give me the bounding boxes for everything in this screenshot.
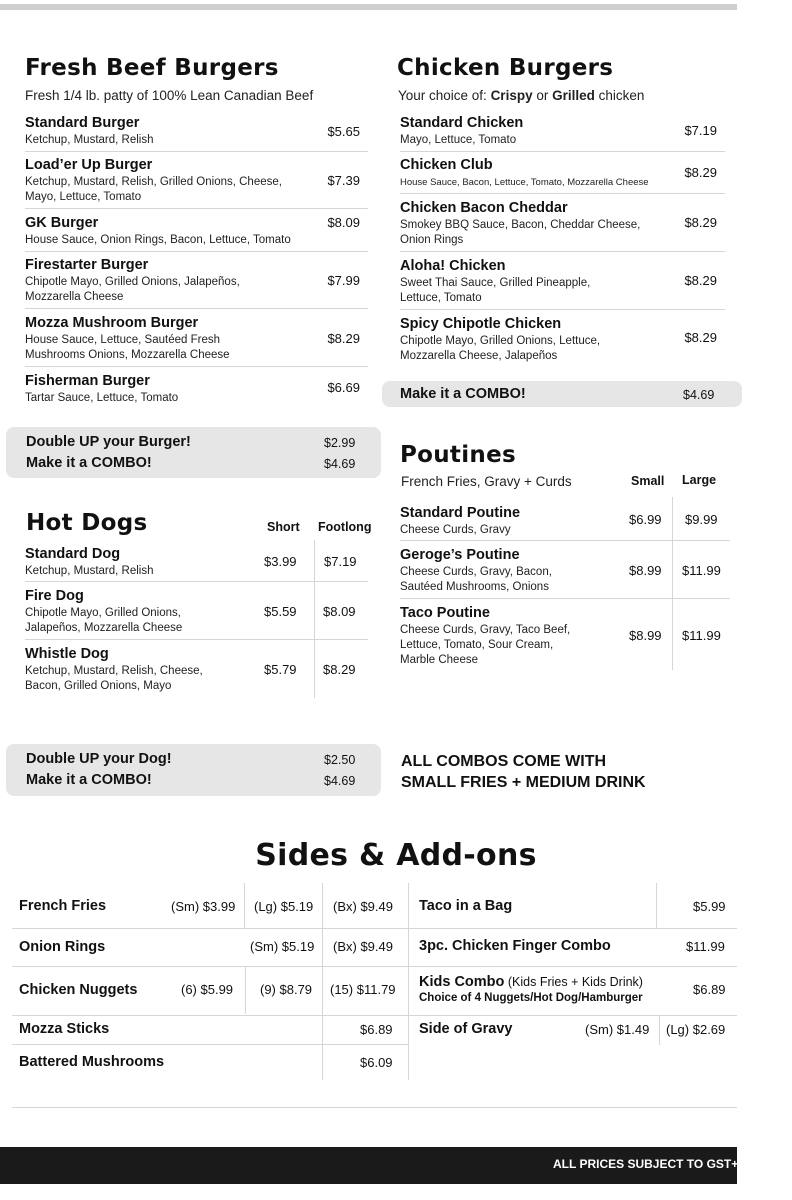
side-name: Taco in a Bag [419, 898, 513, 914]
beef-section-title: Fresh Beef Burgers [25, 55, 279, 81]
menu-item[interactable] [25, 642, 368, 697]
side-price: (Sm) $3.99 [171, 899, 236, 914]
combo-note-line1: ALL COMBOS COME WITH [401, 753, 607, 770]
side-price: $6.89 [360, 1022, 393, 1037]
double-up-burger-price: $2.99 [324, 436, 356, 450]
item-desc: Smokey BBQ Sauce, Bacon, Cheddar Cheese, Onion Rings [400, 219, 641, 246]
item-name: Standard Chicken [400, 115, 524, 131]
bottom-divider [12, 1107, 737, 1108]
item-price: $7.19 [684, 123, 717, 138]
item-price-footlong: $8.09 [323, 604, 356, 619]
item-desc: Chipotle Mayo, Grilled Onions, Jalapeños, Mozzarella Cheese [25, 276, 240, 303]
sides-section-title: Sides & Add-ons [255, 838, 537, 873]
item-price-footlong: $8.29 [323, 662, 356, 677]
item-price: $5.65 [327, 124, 360, 139]
item-name: Standard Dog [25, 546, 121, 562]
item-desc: House Sauce, Onion Rings, Bacon, Lettuce, Tomato [25, 234, 291, 246]
item-name: Geroge’s Poutine [400, 547, 520, 563]
side-row-french-fries[interactable] [12, 883, 408, 929]
poutines-section-title: Poutines [400, 442, 516, 468]
item-desc: Ketchup, Mustard, Relish [25, 134, 154, 146]
side-row-taco-in-a-bag[interactable] [409, 883, 737, 929]
item-price: $7.39 [327, 173, 360, 188]
beef-section-subtitle: Fresh 1/4 lb. patty of 100% Lean Canadian Beef [25, 88, 314, 103]
side-name: 3pc. Chicken Finger Combo [419, 938, 611, 954]
side-price: (6) $5.99 [181, 982, 234, 997]
top-border [0, 4, 737, 10]
hotdog-col-short: Short [267, 520, 300, 534]
item-price-large: $11.99 [682, 563, 721, 578]
dog-combo-price: $4.69 [324, 774, 356, 788]
chicken-combo-price: $4.69 [683, 388, 715, 402]
side-name: Side of Gravy [419, 1021, 513, 1037]
subtitle-grilled: Grilled [552, 88, 595, 103]
side-row-chicken-nuggets[interactable] [12, 967, 408, 1016]
menu-item[interactable] [25, 111, 368, 152]
item-price-short: $5.79 [264, 662, 297, 677]
item-desc: Ketchup, Mustard, Relish, Cheese, Bacon, Grilled Onions, Mayo [25, 665, 203, 692]
side-price: (9) $8.79 [260, 982, 313, 997]
item-price-short: $3.99 [264, 554, 297, 569]
subtitle-text: Your choice of: [398, 88, 491, 103]
side-price: $5.99 [693, 899, 726, 914]
double-up-burger-label: Double UP your Burger! [26, 434, 191, 450]
kids-combo-name: Kids Combo [419, 974, 505, 990]
item-desc: Cheese Curds, Gravy [400, 524, 511, 536]
item-name: Fire Dog [25, 588, 84, 604]
kids-combo-desc: Choice of 4 Nuggets/Hot Dog/Hamburger [419, 992, 643, 1004]
chicken-section-title: Chicken Burgers [397, 55, 614, 81]
item-name: Standard Burger [25, 115, 140, 131]
item-desc: Cheese Curds, Gravy, Taco Beef, Lettuce, Tomato, Sour Cream, Marble Cheese [400, 624, 571, 666]
hotdog-col-footlong: Footlong [318, 520, 372, 534]
menu-item[interactable] [25, 253, 368, 309]
item-desc: Chipotle Mayo, Grilled Onions, Lettuce, Mozzarella Cheese, Jalapeños [400, 335, 601, 362]
poutine-col-small: Small [631, 474, 665, 488]
side-name: Battered Mushrooms [19, 1054, 165, 1070]
menu-item[interactable] [400, 601, 730, 671]
kids-combo-note: (Kids Fries + Kids Drink) [504, 975, 643, 989]
menu-item[interactable] [25, 584, 368, 640]
item-desc: Sweet Thai Sauce, Grilled Pineapple, Lettuce, Tomato [400, 277, 591, 304]
item-price: $8.29 [684, 165, 717, 180]
item-price: $8.09 [327, 215, 360, 230]
menu-item[interactable] [400, 501, 730, 541]
item-price-large: $11.99 [682, 628, 721, 643]
menu-item[interactable] [400, 312, 725, 367]
combo-note-line2: SMALL FRIES + MEDIUM DRINK [401, 774, 646, 791]
side-row-mozza-sticks[interactable] [12, 1016, 408, 1045]
item-desc: Tartar Sauce, Lettuce, Tomato [25, 392, 179, 404]
item-name: Firestarter Burger [25, 257, 149, 273]
chicken-section-subtitle [398, 88, 644, 103]
item-name: Taco Poutine [400, 605, 490, 621]
item-desc: Mayo, Lettuce, Tomato [400, 134, 517, 146]
item-desc: Ketchup, Mustard, Relish [25, 565, 154, 577]
menu-item[interactable] [400, 196, 725, 252]
side-price: (Lg) $2.69 [666, 1022, 726, 1037]
item-name: Load’er Up Burger [25, 157, 153, 173]
side-price: (Bx) $9.49 [333, 899, 393, 914]
menu-item[interactable] [25, 311, 368, 367]
menu-item[interactable] [400, 254, 725, 310]
side-name: Mozza Sticks [19, 1021, 110, 1037]
subtitle-text: chicken [594, 88, 645, 103]
poutine-col-large: Large [682, 473, 717, 487]
side-price: (Lg) $5.19 [254, 899, 314, 914]
subtitle-text: or [532, 88, 553, 103]
item-price-short: $5.59 [264, 604, 297, 619]
burger-combo-label: Make it a COMBO! [26, 455, 152, 471]
menu-item[interactable] [400, 153, 725, 194]
side-row-chicken-finger-combo[interactable] [409, 929, 737, 967]
item-name: Chicken Bacon Cheddar [400, 200, 568, 216]
item-price-large: $9.99 [685, 512, 718, 527]
item-name: Standard Poutine [400, 505, 521, 521]
poutines-section-subtitle: French Fries, Gravy + Curds [401, 474, 572, 489]
item-name: Spicy Chipotle Chicken [400, 316, 562, 332]
chicken-combo-box[interactable] [382, 381, 742, 407]
dog-combo-label: Make it a COMBO! [26, 772, 152, 788]
subtitle-crispy: Crispy [490, 88, 533, 103]
menu-item[interactable] [25, 542, 368, 582]
item-name: Aloha! Chicken [400, 258, 506, 274]
side-row-side-of-gravy[interactable] [409, 1016, 737, 1044]
item-desc: House Sauce, Bacon, Lettuce, Tomato, Mozzarella Cheese [400, 177, 649, 188]
double-up-dog-label: Double UP your Dog! [26, 751, 172, 767]
side-price: $6.89 [693, 982, 726, 997]
item-price: $7.99 [327, 273, 360, 288]
item-price-small: $8.99 [629, 628, 662, 643]
side-price: (Sm) $5.19 [250, 939, 315, 954]
side-name: French Fries [19, 898, 107, 914]
side-price: (15) $11.79 [330, 982, 396, 997]
item-price: $8.29 [684, 330, 717, 345]
item-desc: Cheese Curds, Gravy, Bacon, Sautéed Mushrooms, Onions [400, 566, 552, 593]
combo-note [401, 751, 646, 793]
item-desc: House Sauce, Lettuce, Sautéed Fresh Mushrooms Onions, Mozzarella Cheese [25, 334, 230, 361]
footer-bar [0, 1147, 773, 1184]
item-name: Chicken Club [400, 157, 493, 173]
side-name [419, 974, 643, 990]
side-row-battered-mushrooms[interactable] [12, 1045, 408, 1079]
hotdogs-section-title: Hot Dogs [26, 510, 148, 536]
menu-item[interactable] [25, 369, 368, 409]
item-price-small: $8.99 [629, 563, 662, 578]
item-desc: Chipotle Mayo, Grilled Onions, Jalapeños, Mozzarella Cheese [25, 607, 183, 634]
menu-item[interactable] [400, 111, 725, 152]
side-price: $11.99 [686, 939, 725, 954]
side-name: Chicken Nuggets [19, 982, 138, 998]
menu-item[interactable] [25, 211, 368, 252]
item-price: $6.69 [327, 380, 360, 395]
item-name: Mozza Mushroom Burger [25, 315, 199, 331]
side-name: Onion Rings [19, 939, 106, 955]
item-price-footlong: $7.19 [324, 554, 357, 569]
side-row-onion-rings[interactable] [12, 929, 408, 967]
item-name: Fisherman Burger [25, 373, 150, 389]
item-desc: Ketchup, Mustard, Relish, Grilled Onions, Cheese, Mayo, Lettuce, Tomato [25, 176, 282, 203]
item-name: GK Burger [25, 215, 99, 231]
item-price: $8.29 [684, 215, 717, 230]
double-up-dog-price: $2.50 [324, 753, 356, 767]
hotdog-combo-box[interactable] [6, 744, 381, 796]
item-name: Whistle Dog [25, 646, 109, 662]
menu-item[interactable] [400, 543, 730, 599]
side-row-kids-combo[interactable] [409, 967, 737, 1016]
side-price: (Bx) $9.49 [333, 939, 393, 954]
item-price: $8.29 [327, 331, 360, 346]
menu-item[interactable] [25, 153, 368, 209]
burger-combo-price: $4.69 [324, 457, 356, 471]
side-price: (Sm) $1.49 [585, 1022, 650, 1037]
burger-combo-box[interactable] [6, 427, 381, 478]
side-price: $6.09 [360, 1055, 393, 1070]
item-price-small: $6.99 [629, 512, 662, 527]
chicken-combo-label: Make it a COMBO! [400, 386, 526, 402]
footer-text: ALL PRICES SUBJECT TO GST+PST S [553, 1157, 773, 1171]
item-price: $8.29 [684, 273, 717, 288]
